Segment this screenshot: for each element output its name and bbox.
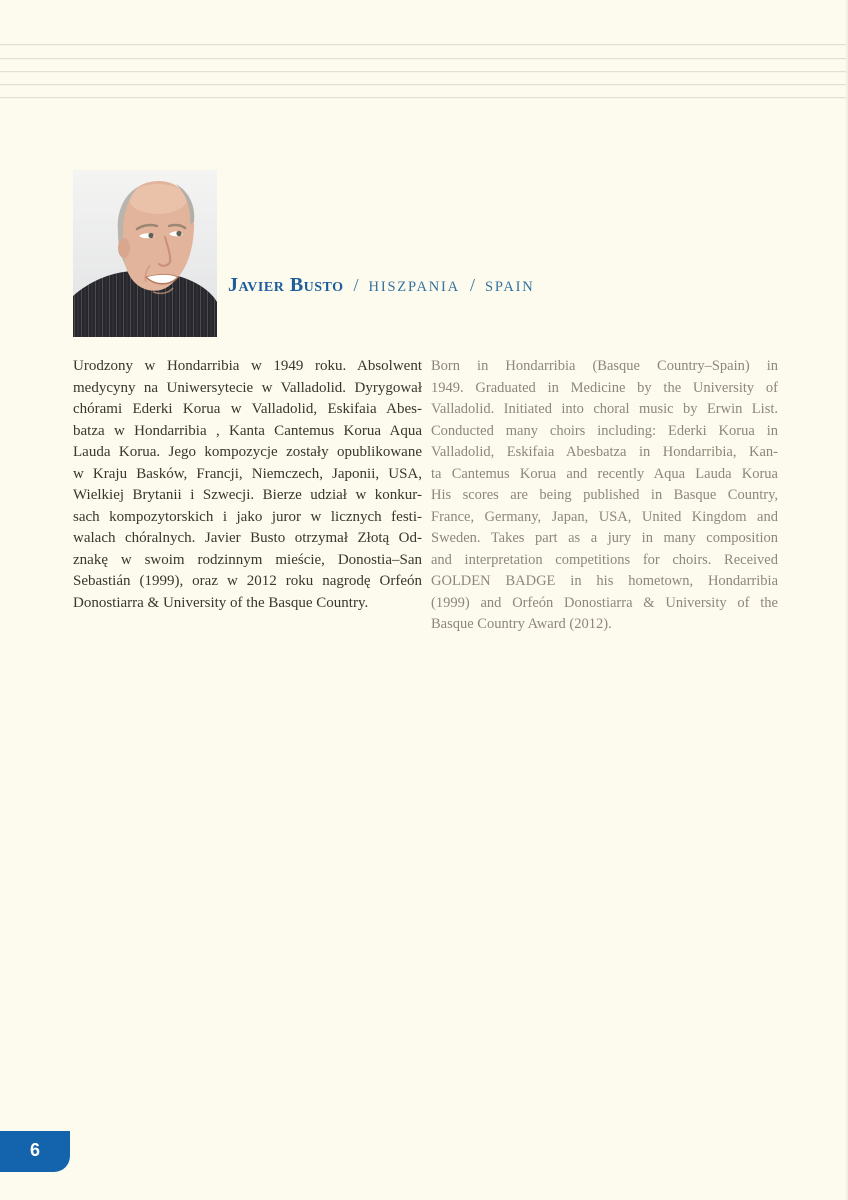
country-polish: HISZPANIA <box>368 279 460 295</box>
artist-title <box>228 274 788 298</box>
artist-name: Javier Busto <box>228 274 344 296</box>
bio-text-line: Lauda Korua. Jego kompozycje zostały opublikowane <box>73 444 422 460</box>
bio-text-line: sach kompozytorskich i jako juror w licznych festi- <box>73 508 422 525</box>
bio-text-line: Valladolid. Initiated into choral music by Erwin List. <box>431 401 778 417</box>
bio-text-line: w Kraju Basków, Francji, Niemczech, Japonii, USA, <box>73 465 422 482</box>
staff-line <box>0 97 848 98</box>
page-number-tab <box>0 1131 70 1172</box>
staff-line <box>0 84 848 85</box>
bio-text-line: His scores are being published in Basque Country, <box>431 487 778 503</box>
bio-text-line: France, Germany, Japan, USA, United Kingdom and <box>431 508 778 525</box>
portrait-illustration <box>73 170 217 337</box>
title-separator: / <box>469 275 475 295</box>
bio-text-line: Conducted many choirs including: Ederki Korua in <box>431 422 778 439</box>
bio-text-line: znakę w swoim rodzinnym mieście, Donostia–San <box>73 551 422 568</box>
bio-text-line: batza w Hondarribia , Kanta Cantemus Korua Aqua <box>73 422 422 439</box>
bio-text-line: Valladolid, Eskifaia Abesbatza in Hondarribia, Kan- <box>431 444 778 460</box>
bio-text-line: chórami Ederki Korua w Valladolid, Eskifaia Abes- <box>73 401 422 417</box>
staff-line <box>0 58 848 59</box>
bio-text-line: (1999) and Orfeón Donostiarra & University of the <box>431 594 778 611</box>
page-number: 6 <box>29 1140 40 1160</box>
bio-english <box>431 356 778 636</box>
staff-line <box>0 71 848 72</box>
bio-text-line: Born in Hondarribia (Basque Country–Spain) in <box>431 358 778 374</box>
bio-text-line: Sebastián (1999), oraz w 2012 roku nagrodę Orfeón <box>73 573 422 589</box>
country-english: SPAIN <box>484 279 535 295</box>
title-separator: / <box>353 275 359 295</box>
bio-text-line: walach chóralnych. Javier Busto otrzymał Złotą Od- <box>73 530 422 546</box>
portrait-photo <box>73 170 217 337</box>
bio-text-line: Sweden. Takes part as a jury in many composition <box>431 530 778 546</box>
bio-text-line: ta Cantemus Korua and recently Aqua Lauda Korua <box>431 465 778 482</box>
bio-text-line: medycyny na Uniwersytecie w Valladolid. Dyrygował <box>73 379 422 396</box>
bio-text-line: and interpretation competitions for choirs. Received <box>431 551 778 568</box>
bio-text-line: 1949. Graduated in Medicine by the University of <box>431 379 778 396</box>
bio-text-line: Donostiarra & University of the Basque Country. <box>73 594 369 611</box>
bio-text-line: Basque Country Award (2012). <box>431 616 612 632</box>
bio-text-line: Wielkiej Brytanii i Szwecji. Bierze udział w konkur- <box>73 487 422 503</box>
staff-line <box>0 44 848 45</box>
bio-text-line: Urodzony w Hondarribia w 1949 roku. Absolwent <box>73 358 422 374</box>
bio-text-line: GOLDEN BADGE in his hometown, Hondarribia <box>431 573 778 589</box>
bio-polish <box>73 356 422 614</box>
